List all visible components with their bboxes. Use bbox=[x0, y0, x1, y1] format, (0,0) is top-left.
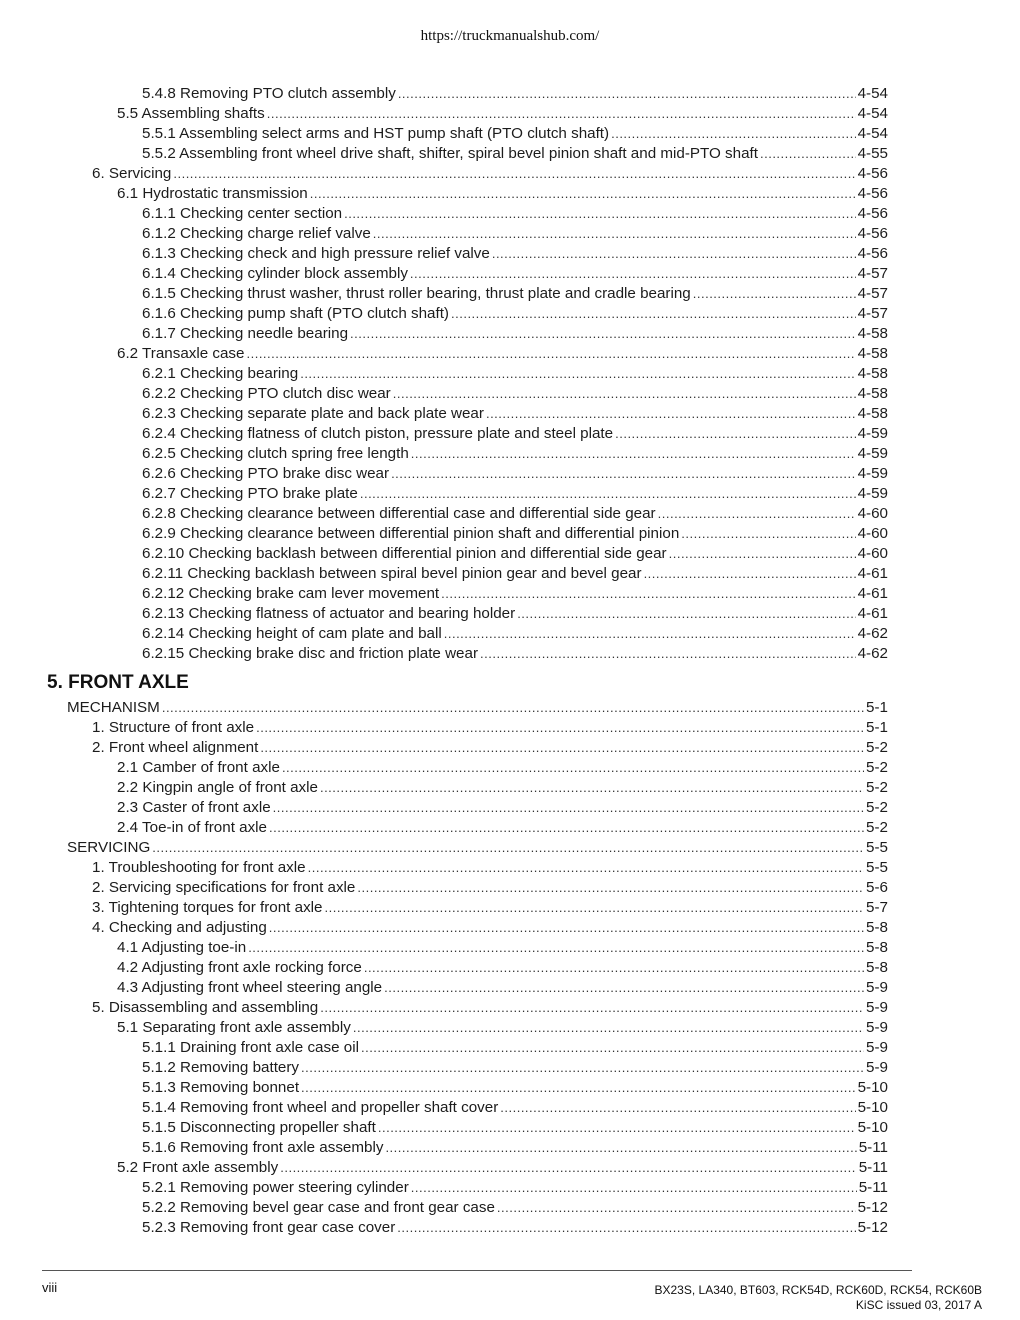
toc-entry-title: 6.2.4 Checking flatness of clutch piston, pressure plate and steel plate bbox=[142, 425, 614, 442]
toc-entry-title: 5.1.5 Disconnecting propeller shaft bbox=[142, 1119, 376, 1136]
toc-entry-page: 4-57 bbox=[857, 285, 888, 302]
toc-entry-page: 5-8 bbox=[866, 959, 888, 976]
toc-entry-page: 5-5 bbox=[866, 839, 888, 856]
toc-entry[interactable] bbox=[142, 124, 888, 144]
toc-entry-title: 2.1 Camber of front axle bbox=[117, 759, 280, 776]
toc-entry[interactable] bbox=[117, 978, 888, 998]
toc-entry-title: 3. Tightening torques for front axle bbox=[92, 899, 323, 916]
toc-entry-title: 2.3 Caster of front axle bbox=[117, 799, 271, 816]
toc-entry[interactable] bbox=[142, 1178, 888, 1198]
toc-entry-page: 4-56 bbox=[857, 245, 888, 262]
dot-leader bbox=[308, 858, 864, 878]
toc-entry-title: SERVICING bbox=[67, 839, 151, 856]
toc-entry[interactable] bbox=[142, 404, 888, 424]
dot-leader bbox=[320, 998, 864, 1018]
toc-entry-title: 6.2 Transaxle case bbox=[117, 345, 245, 362]
toc-entry[interactable] bbox=[142, 1078, 888, 1098]
dot-leader bbox=[320, 778, 864, 798]
footer-info bbox=[655, 1283, 983, 1313]
toc-entry-title: 5.5 Assembling shafts bbox=[117, 105, 265, 122]
toc-entry-title: 5.2.3 Removing front gear case cover bbox=[142, 1219, 396, 1236]
toc-entry[interactable] bbox=[142, 444, 888, 464]
page-number: viii bbox=[42, 1280, 58, 1295]
toc-entry[interactable] bbox=[142, 84, 888, 104]
dot-leader bbox=[611, 124, 856, 144]
toc-entry[interactable] bbox=[117, 758, 888, 778]
toc-entry-page: 4-58 bbox=[857, 405, 888, 422]
toc-entry-page: 5-11 bbox=[858, 1159, 888, 1176]
dot-leader bbox=[378, 1118, 856, 1138]
dot-leader bbox=[373, 224, 856, 244]
toc-entry-page: 4-58 bbox=[857, 385, 888, 402]
toc-entry-page: 5-9 bbox=[866, 1059, 888, 1076]
toc-entry-title: 5.5.2 Assembling front wheel drive shaft, shifter, spiral bevel pinion shaft and mid-PTO shaft bbox=[142, 145, 758, 162]
toc-entry-page: 4-59 bbox=[857, 485, 888, 502]
toc-entry-page: 4-58 bbox=[857, 365, 888, 382]
toc-entry-page: 5-7 bbox=[866, 899, 888, 916]
dot-leader bbox=[364, 958, 864, 978]
toc-entry-title: 5.1.4 Removing front wheel and propeller shaft cover bbox=[142, 1099, 499, 1116]
toc-entry-page: 5-9 bbox=[866, 979, 888, 996]
toc-entry-page: 4-58 bbox=[857, 325, 888, 342]
toc-entry-title: 6.2.14 Checking height of cam plate and ball bbox=[142, 625, 442, 642]
toc-entry-title: 6.2.12 Checking brake cam lever movement bbox=[142, 585, 440, 602]
dot-leader bbox=[486, 404, 856, 424]
toc-entry-title: 6.2.8 Checking clearance between differential case and differential side gear bbox=[142, 505, 656, 522]
dot-leader bbox=[760, 144, 856, 164]
toc-entry-title: 5.5.1 Assembling select arms and HST pump shaft (PTO clutch shaft) bbox=[142, 125, 610, 142]
toc-entry[interactable] bbox=[142, 644, 888, 664]
toc-entry-title: 6. Servicing bbox=[92, 165, 172, 182]
dot-leader bbox=[269, 918, 864, 938]
dot-leader bbox=[644, 564, 856, 584]
toc-entry-page: 5-2 bbox=[866, 799, 888, 816]
dot-leader bbox=[451, 304, 856, 324]
dot-leader bbox=[357, 878, 864, 898]
source-url[interactable]: https://truckmanualshub.com/ bbox=[420, 28, 600, 44]
toc-entry-page: 5-6 bbox=[866, 879, 888, 896]
toc-entry-title: 2.2 Kingpin angle of front axle bbox=[117, 779, 318, 796]
dot-leader bbox=[480, 644, 856, 664]
dot-leader bbox=[397, 1218, 855, 1238]
toc-entry-page: 5-1 bbox=[866, 719, 888, 736]
toc-entry-page: 5-10 bbox=[857, 1119, 888, 1136]
toc-entry-page: 4-62 bbox=[857, 625, 888, 642]
toc-entry-page: 4-57 bbox=[857, 305, 888, 322]
toc-entry[interactable] bbox=[117, 104, 888, 124]
toc-entry[interactable] bbox=[117, 778, 888, 798]
dot-leader bbox=[385, 1138, 856, 1158]
toc-entry-page: 4-56 bbox=[857, 225, 888, 242]
toc-entry-page: 4-62 bbox=[857, 645, 888, 662]
toc-entry[interactable] bbox=[92, 164, 888, 184]
toc-entry-title: MECHANISM bbox=[67, 699, 160, 716]
toc-entry-page: 5-2 bbox=[866, 739, 888, 756]
toc-entry[interactable] bbox=[92, 998, 888, 1018]
toc-entry[interactable] bbox=[142, 384, 888, 404]
dot-leader bbox=[162, 698, 864, 718]
toc-entry-page: 5-10 bbox=[857, 1099, 888, 1116]
dot-leader bbox=[282, 758, 864, 778]
toc-entry-page: 4-59 bbox=[857, 465, 888, 482]
toc-entry[interactable] bbox=[142, 1058, 888, 1078]
toc-entry[interactable] bbox=[117, 818, 888, 838]
toc-entry-title: 5. Disassembling and assembling bbox=[92, 999, 319, 1016]
toc-entry[interactable] bbox=[142, 204, 888, 224]
toc-entry-page: 5-9 bbox=[866, 1019, 888, 1036]
toc-entry-page: 5-2 bbox=[866, 819, 888, 836]
dot-leader bbox=[411, 1178, 857, 1198]
dot-leader bbox=[500, 1098, 855, 1118]
toc-entry[interactable] bbox=[142, 604, 888, 624]
dot-leader bbox=[353, 1018, 864, 1038]
toc-entry-title: 6.2.7 Checking PTO brake plate bbox=[142, 485, 358, 502]
toc-entry-page: 5-9 bbox=[866, 1039, 888, 1056]
toc-entry-title: 5.1.2 Removing battery bbox=[142, 1059, 300, 1076]
toc-entry-title: 2. Front wheel alignment bbox=[92, 739, 259, 756]
toc-entry[interactable] bbox=[142, 304, 888, 324]
toc-entry-title: 6.2.3 Checking separate plate and back plate wear bbox=[142, 405, 484, 422]
toc-entry-title: 2. Servicing specifications for front axle bbox=[92, 879, 356, 896]
toc-entry-page: 5-12 bbox=[857, 1199, 888, 1216]
toc-entry[interactable] bbox=[142, 284, 888, 304]
toc-entry-page: 5-1 bbox=[866, 699, 888, 716]
toc-entry-title: 6.2.13 Checking flatness of actuator and bearing holder bbox=[142, 605, 516, 622]
dot-leader bbox=[269, 818, 864, 838]
toc-entry[interactable] bbox=[142, 424, 888, 444]
toc-entry-title: 4.3 Adjusting front wheel steering angle bbox=[117, 979, 383, 996]
toc-entry-title: 6.1.4 Checking cylinder block assembly bbox=[142, 265, 408, 282]
dot-leader bbox=[324, 898, 864, 918]
dot-leader bbox=[300, 364, 855, 384]
toc-entry[interactable] bbox=[142, 364, 888, 384]
toc-entry-title: 5.4.8 Removing PTO clutch assembly bbox=[142, 85, 396, 102]
toc-entry-title: 4.1 Adjusting toe-in bbox=[117, 939, 247, 956]
dot-leader bbox=[267, 104, 856, 124]
dot-leader bbox=[256, 718, 864, 738]
dot-leader bbox=[384, 978, 864, 998]
toc-entry-page: 4-61 bbox=[857, 565, 888, 582]
toc-entry-page: 4-59 bbox=[857, 425, 888, 442]
toc-entry[interactable] bbox=[92, 718, 888, 738]
toc-entry[interactable] bbox=[142, 544, 888, 564]
dot-leader bbox=[410, 264, 856, 284]
toc-entry-page: 4-56 bbox=[857, 165, 888, 182]
toc-entry-title: 5.2 Front axle assembly bbox=[117, 1159, 279, 1176]
toc-entry-page: 5-12 bbox=[857, 1219, 888, 1236]
dot-leader bbox=[246, 344, 855, 364]
toc-entry[interactable] bbox=[117, 1018, 888, 1038]
dot-leader bbox=[361, 1038, 864, 1058]
dot-leader bbox=[393, 384, 856, 404]
toc-entry-page: 5-9 bbox=[866, 999, 888, 1016]
toc-entry-page: 5-5 bbox=[866, 859, 888, 876]
toc-entry[interactable] bbox=[142, 1198, 888, 1218]
toc-entry-title: 5.2.1 Removing power steering cylinder bbox=[142, 1179, 409, 1196]
toc-entry-title: 6.1.3 Checking check and high pressure relief valve bbox=[142, 245, 490, 262]
dot-leader bbox=[248, 938, 864, 958]
toc-entry-title: 2.4 Toe-in of front axle bbox=[117, 819, 267, 836]
toc-entry-page: 4-60 bbox=[857, 525, 888, 542]
toc-entry[interactable] bbox=[142, 1218, 888, 1238]
toc-entry-page: 4-57 bbox=[857, 265, 888, 282]
toc-entry-page: 4-56 bbox=[857, 185, 888, 202]
toc-entry[interactable] bbox=[142, 1098, 888, 1118]
dot-leader bbox=[658, 504, 856, 524]
toc-entry[interactable] bbox=[142, 1038, 888, 1058]
toc-entry[interactable] bbox=[92, 918, 888, 938]
toc-entry[interactable] bbox=[67, 838, 888, 858]
footer-divider bbox=[42, 1270, 912, 1271]
toc-entry[interactable] bbox=[117, 1158, 888, 1178]
toc-entry-page: 5-2 bbox=[866, 759, 888, 776]
dot-leader bbox=[280, 1158, 856, 1178]
dot-leader bbox=[301, 1078, 856, 1098]
toc-entry-page: 4-59 bbox=[857, 445, 888, 462]
toc-entry[interactable] bbox=[142, 144, 888, 164]
dot-leader bbox=[152, 838, 864, 858]
dot-leader bbox=[350, 324, 856, 344]
toc-entry[interactable] bbox=[142, 504, 888, 524]
dot-leader bbox=[615, 424, 855, 444]
toc-entry-title: 6.1 Hydrostatic transmission bbox=[117, 185, 308, 202]
toc-entry[interactable] bbox=[142, 524, 888, 544]
toc-entry-title: 5.1.1 Draining front axle case oil bbox=[142, 1039, 359, 1056]
toc-entry-page: 4-54 bbox=[857, 125, 888, 142]
toc-entry-page: 5-11 bbox=[858, 1179, 888, 1196]
section-heading-front-axle: 5. FRONT AXLE bbox=[47, 672, 189, 693]
toc-entry-page: 4-60 bbox=[857, 505, 888, 522]
toc-entry[interactable] bbox=[92, 898, 888, 918]
toc-entry-title: 4.2 Adjusting front axle rocking force bbox=[117, 959, 362, 976]
toc-entry[interactable] bbox=[142, 224, 888, 244]
dot-leader bbox=[497, 1198, 856, 1218]
dot-leader bbox=[398, 84, 856, 104]
toc-entry[interactable] bbox=[117, 798, 888, 818]
toc-entry[interactable] bbox=[142, 584, 888, 604]
toc-entry-page: 5-8 bbox=[866, 919, 888, 936]
toc-entry-title: 6.1.6 Checking pump shaft (PTO clutch shaft) bbox=[142, 305, 449, 322]
toc-entry[interactable] bbox=[92, 858, 888, 878]
dot-leader bbox=[310, 184, 856, 204]
toc-entry[interactable] bbox=[117, 344, 888, 364]
toc-entry-title: 5.1 Separating front axle assembly bbox=[117, 1019, 351, 1036]
toc-entry-page: 5-11 bbox=[858, 1139, 888, 1156]
toc-entry-page: 4-56 bbox=[857, 205, 888, 222]
toc-entry-title: 5.1.3 Removing bonnet bbox=[142, 1079, 300, 1096]
dot-leader bbox=[360, 484, 856, 504]
toc-entry-page: 5-8 bbox=[866, 939, 888, 956]
toc-entry-page: 4-54 bbox=[857, 85, 888, 102]
toc-entry-page: 4-54 bbox=[857, 105, 888, 122]
toc-entry-title: 6.2.11 Checking backlash between spiral bevel pinion gear and bevel gear bbox=[142, 565, 642, 582]
toc-entry-page: 4-61 bbox=[857, 605, 888, 622]
dot-leader bbox=[441, 584, 855, 604]
toc-entry-title: 1. Troubleshooting for front axle bbox=[92, 859, 306, 876]
toc-entry-title: 6.1.1 Checking center section bbox=[142, 205, 343, 222]
footer-models: BX23S, LA340, BT603, RCK54D, RCK60D, RCK54, RCK60B bbox=[654, 1283, 982, 1297]
dot-leader bbox=[301, 1058, 864, 1078]
toc-entry-page: 4-61 bbox=[857, 585, 888, 602]
toc-entry-page: 4-55 bbox=[857, 145, 888, 162]
footer-issue: KiSC issued 03, 2017 A bbox=[855, 1298, 982, 1312]
toc-entry[interactable] bbox=[92, 878, 888, 898]
toc-entry-page: 5-10 bbox=[857, 1079, 888, 1096]
toc-entry-page: 4-60 bbox=[857, 545, 888, 562]
toc-entry-title: 6.2.10 Checking backlash between differential pinion and differential side gear bbox=[142, 545, 667, 562]
toc-entry-title: 6.2.15 Checking brake disc and friction plate wear bbox=[142, 645, 479, 662]
dot-leader bbox=[681, 524, 855, 544]
toc-entry-page: 5-2 bbox=[866, 779, 888, 796]
toc-entry-title: 6.2.5 Checking clutch spring free length bbox=[142, 445, 409, 462]
toc-entry[interactable] bbox=[117, 938, 888, 958]
dot-leader bbox=[444, 624, 856, 644]
dot-leader bbox=[344, 204, 856, 224]
toc-entry[interactable] bbox=[142, 1118, 888, 1138]
toc-entry[interactable] bbox=[142, 1138, 888, 1158]
dot-leader bbox=[669, 544, 856, 564]
toc-entry-title: 5.1.6 Removing front axle assembly bbox=[142, 1139, 384, 1156]
toc-entry[interactable] bbox=[142, 464, 888, 484]
toc-entry-page: 4-58 bbox=[857, 345, 888, 362]
toc-entry-title: 5.2.2 Removing bevel gear case and front gear case bbox=[142, 1199, 495, 1216]
toc-entry-title: 4. Checking and adjusting bbox=[92, 919, 267, 936]
toc-entry-title: 6.1.5 Checking thrust washer, thrust roller bearing, thrust plate and cradle bearing bbox=[142, 285, 691, 302]
toc-entry[interactable] bbox=[67, 698, 888, 718]
dot-leader bbox=[391, 464, 856, 484]
toc-entry[interactable] bbox=[142, 484, 888, 504]
toc-entry[interactable] bbox=[142, 624, 888, 644]
dot-leader bbox=[273, 798, 864, 818]
dot-leader bbox=[693, 284, 856, 304]
toc-entry-title: 6.2.6 Checking PTO brake disc wear bbox=[142, 465, 390, 482]
toc-entry[interactable] bbox=[117, 958, 888, 978]
toc-entry[interactable] bbox=[92, 738, 888, 758]
toc-entry[interactable] bbox=[142, 324, 888, 344]
toc-entry[interactable] bbox=[142, 564, 888, 584]
dot-leader bbox=[492, 244, 856, 264]
toc-entry[interactable] bbox=[142, 244, 888, 264]
dot-leader bbox=[517, 604, 855, 624]
dot-leader bbox=[173, 164, 855, 184]
toc-entry[interactable] bbox=[117, 184, 888, 204]
toc-entry-title: 1. Structure of front axle bbox=[92, 719, 255, 736]
dot-leader bbox=[411, 444, 856, 464]
toc-entry-title: 6.1.2 Checking charge relief valve bbox=[142, 225, 371, 242]
dot-leader bbox=[260, 738, 864, 758]
toc-entry-title: 6.1.7 Checking needle bearing bbox=[142, 325, 349, 342]
toc-entry-title: 6.2.9 Checking clearance between differential pinion shaft and differential pinion bbox=[142, 525, 680, 542]
toc-entry-title: 6.2.2 Checking PTO clutch disc wear bbox=[142, 385, 391, 402]
toc-entry[interactable] bbox=[142, 264, 888, 284]
toc-entry-title: 6.2.1 Checking bearing bbox=[142, 365, 299, 382]
